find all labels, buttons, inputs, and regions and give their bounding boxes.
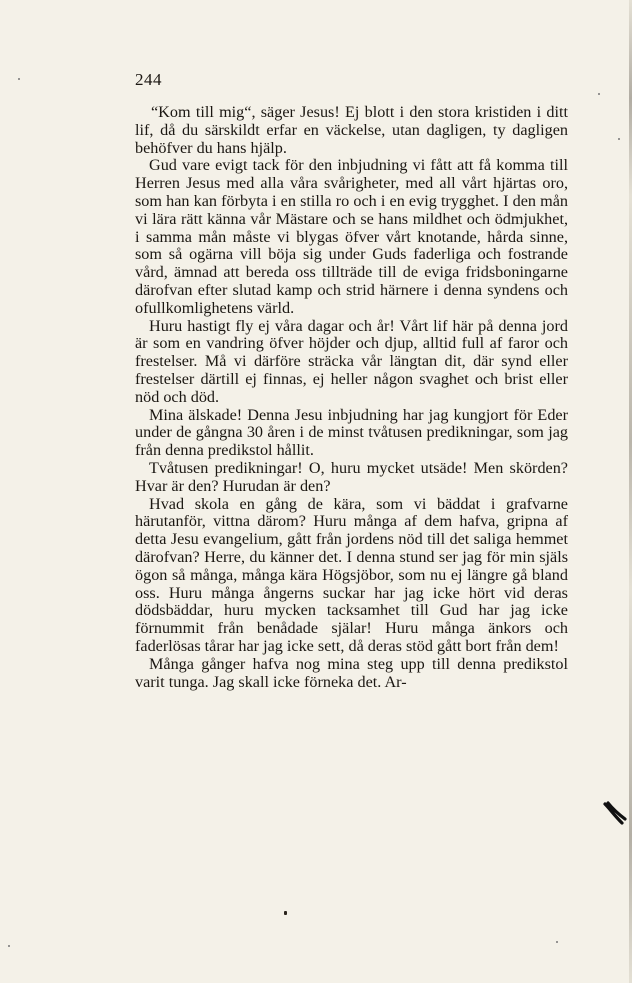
paragraph: Hvad skola en gång de kära, som vi bäddat i grafvarne härutanför, vittna därom? Huru många af dem hafva, gripna af detta Jesu evangelium, gått från jordens nöd till det saliga hemmet därofvan? Herre, du känner det. I denna stund ser jag för min själs ögon så många, många kära Högsjöbor, som nu ej längre gå bland oss. Huru många ångerns suckar har jag icke hört vid deras dödsbäddar, huru mycken tacksamhet till Gud har jag icke förnummit från benådade själar! Huru många änkors och faderlösas tårar har jag icke sett, då deras stöd gått bort från dem! [135,494,568,655]
paper-clip-mark-icon [602,801,628,827]
paragraph: “Kom till mig“, säger Jesus! Ej blott i den stora kristiden i ditt lif, då du särskildt erfar en väckelse, utan dagligen, ty dagligen behöfver du hans hjälp. [135,103,568,157]
ink-speck [18,78,20,80]
ink-speck [598,93,600,95]
paragraph: Tvåtusen predikningar! O, huru mycket utsäde! Men skörden? Hvar är den? Hurudan är den? [135,458,568,495]
paragraph: Många gånger hafva nog mina steg upp till denna predikstol varit tunga. Jag skall icke förneka det. Ar- [135,654,568,691]
page-number: 244 [135,70,162,89]
paragraph: Mina älskade! Denna Jesu inbjudning har jag kungjort för Eder under de gångna 30 åren i de minst tvåtusen predikningar, som jag från denna predikstol hållit. [135,405,568,460]
paragraph: Gud vare evigt tack för den inbjudning vi fått att få komma till Herren Jesus med alla våra svårigheter, med all vårt hjärtas oro, som han kan förbyta i en stilla ro och i en evig trygghet. I den mån vi lära rätt känna vår Mästare och se hans mildhet och ödmjukhet, i samma mån måste vi blygas öfver vårt knotande, hårda sinne, som så ogärna vill böja sig under Guds faderliga och fostrande vård, ämnad att bereda oss tillträde till de eviga fridsboningarne därofvan efter slutad kamp och strid härnere i denna syndens och ofullkomlighetens värld. [135,156,568,317]
ink-speck [284,911,287,915]
paragraph: Huru hastigt fly ej våra dagar och år! Vårt lif här på denna jord är som en vandring öfver höjder och djup, alltid full af faror och frestelser. Må vi därföre sträcka vår längtan dit, där synd eller frestelser därtill ej finnas, ej heller någon svaghet och brist eller nöd och död. [135,316,568,406]
body-text [135,104,568,691]
ink-speck [556,941,558,943]
ink-speck [618,138,620,140]
ink-speck [8,945,10,947]
